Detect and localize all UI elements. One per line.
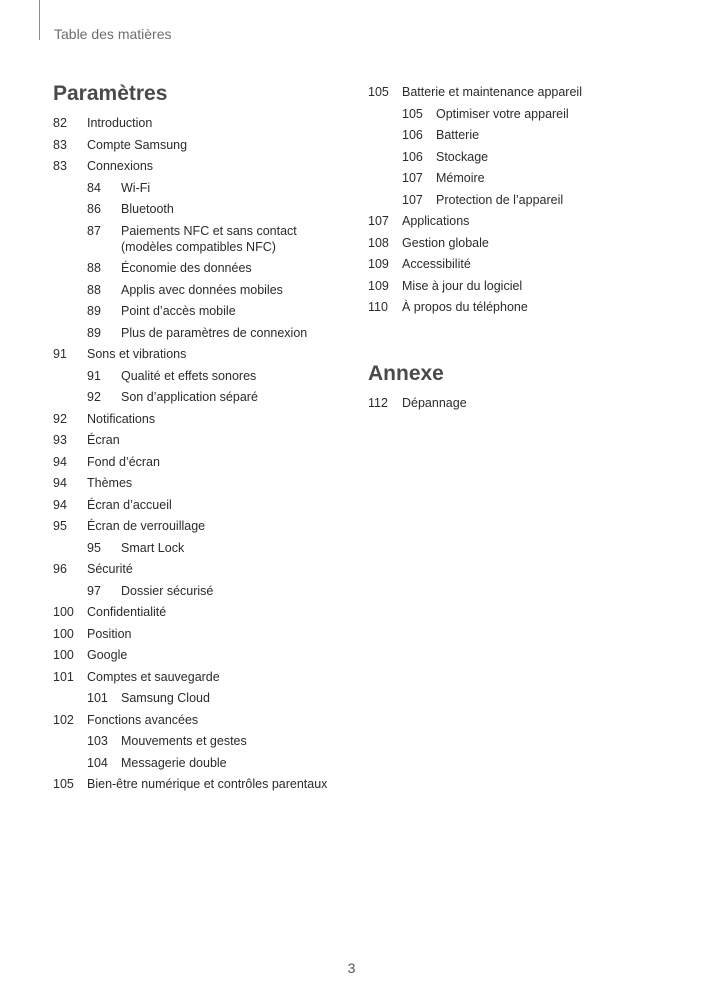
toc-entry[interactable] xyxy=(53,282,283,298)
toc-entry-label xyxy=(87,454,160,470)
toc-entry[interactable] xyxy=(53,201,174,217)
toc-entry-label-line: Batterie xyxy=(436,128,480,142)
toc-page-number: 92 xyxy=(53,411,67,426)
toc-entry[interactable] xyxy=(53,158,153,174)
toc-page-number: 88 xyxy=(87,282,101,297)
toc-page-number: 106 xyxy=(402,149,423,164)
toc-entry-label xyxy=(87,411,155,427)
toc-page-number: 105 xyxy=(368,85,389,99)
toc-entry-label-line: Comptes et sauvegarde xyxy=(87,669,220,684)
toc-entry-label-line: Introduction xyxy=(87,116,153,130)
toc-entry-label xyxy=(87,561,133,577)
toc-entry-label xyxy=(121,260,252,276)
toc-page-number: 97 xyxy=(87,583,101,598)
toc-entry-label xyxy=(87,776,327,792)
toc-entry-label-line: Dépannage xyxy=(402,396,467,410)
toc-entry-label-line: Protection de l’appareil xyxy=(436,192,564,207)
toc-entry-label xyxy=(436,170,485,186)
toc-entry-label-line: Écran xyxy=(87,433,120,447)
toc-entry-label-line: Confidentialité xyxy=(87,605,167,619)
toc-entry[interactable] xyxy=(53,475,132,491)
toc-page-number: 93 xyxy=(53,433,67,447)
toc-entry-label xyxy=(87,604,166,620)
toc-entry[interactable] xyxy=(368,84,582,100)
toc-entry-label xyxy=(87,497,172,513)
toc-entry-label xyxy=(87,346,186,362)
toc-entry[interactable] xyxy=(53,647,127,663)
section-title: Annexe xyxy=(368,362,444,385)
toc-entry-label xyxy=(87,158,153,174)
toc-page-number: 94 xyxy=(53,476,67,490)
header-rule xyxy=(39,0,40,40)
toc-page-number: 110 xyxy=(368,300,388,314)
toc-entry-label xyxy=(436,149,488,165)
toc-entry[interactable] xyxy=(53,776,327,792)
toc-entry-label xyxy=(121,540,184,556)
toc-entry[interactable] xyxy=(53,626,131,642)
toc-entry-label xyxy=(402,278,522,294)
toc-page-number: 84 xyxy=(87,180,101,195)
toc-entry[interactable] xyxy=(53,368,256,384)
toc-page-number: 89 xyxy=(87,325,101,340)
toc-entry-label-line: Notifications xyxy=(87,411,156,426)
toc-entry-label-line: Qualité et effets sonores xyxy=(121,368,257,383)
toc-entry-label-line: Connexions xyxy=(87,159,154,173)
toc-entry-label-line: Stockage xyxy=(436,149,489,164)
toc-page-number: 100 xyxy=(53,605,74,619)
toc-page-number: 95 xyxy=(53,519,67,533)
toc-page-number: 108 xyxy=(368,235,389,250)
toc-entry-label xyxy=(402,256,471,272)
toc-entry-label-line: Mouvements et gestes xyxy=(121,734,247,748)
toc-entry-label xyxy=(121,325,307,341)
toc-entry-label-line: Accessibilité xyxy=(402,257,471,271)
toc-entry[interactable] xyxy=(53,411,155,427)
toc-entry-label xyxy=(402,395,467,411)
toc-page-number: 109 xyxy=(368,278,389,293)
toc-entry-label xyxy=(121,690,210,706)
page-number: 3 xyxy=(347,960,356,976)
toc-entry-label-line: Smart Lock xyxy=(121,540,185,555)
toc-entry[interactable] xyxy=(368,192,563,208)
toc-entry-label-line: Optimiser votre appareil xyxy=(436,106,569,121)
header-title: Table des matières xyxy=(54,26,172,42)
toc-entry[interactable] xyxy=(368,278,522,294)
toc-entry[interactable] xyxy=(53,690,210,706)
toc-entry-label xyxy=(87,626,131,642)
toc-entry-label-line: Paiements NFC et sans contact xyxy=(121,223,297,238)
toc-entry[interactable] xyxy=(53,604,166,620)
toc-entry-label-line: Compte Samsung xyxy=(87,137,188,152)
toc-entry-label xyxy=(87,432,120,448)
toc-entry[interactable] xyxy=(368,256,471,272)
toc-entry-label xyxy=(436,106,569,122)
toc-entry[interactable] xyxy=(53,583,213,599)
toc-page-number: 106 xyxy=(402,128,423,142)
toc-entry-label xyxy=(121,389,258,405)
toc-entry-label-line: Google xyxy=(87,648,128,662)
toc-entry[interactable] xyxy=(53,346,186,362)
toc-entry-label xyxy=(402,84,582,100)
toc-entry[interactable] xyxy=(53,303,236,319)
toc-page-number: 94 xyxy=(53,454,67,469)
toc-page-number: 95 xyxy=(87,540,101,555)
toc-entry[interactable] xyxy=(53,755,227,771)
toc-entry[interactable] xyxy=(53,325,307,341)
toc-entry-label-line: Thèmes xyxy=(87,476,133,490)
toc-page-number: 83 xyxy=(53,137,67,152)
toc-entry-label-line: Sons et vibrations xyxy=(87,347,187,361)
toc-page-number: 89 xyxy=(87,304,101,318)
toc-entry-label-line: Bluetooth xyxy=(121,202,174,216)
toc-entry-label xyxy=(436,127,479,143)
toc-entry[interactable] xyxy=(368,170,485,186)
toc-entry[interactable] xyxy=(53,180,150,196)
toc-page-number: 100 xyxy=(53,648,74,662)
toc-entry-label xyxy=(402,213,469,229)
toc-entry-label xyxy=(121,303,236,319)
toc-entry-label-line: Économie des données xyxy=(121,261,252,275)
toc-entry-label-line: Fond d’écran xyxy=(87,454,160,469)
toc-page-number: 100 xyxy=(53,626,74,641)
toc-page-number: 88 xyxy=(87,261,101,275)
toc-page-number: 102 xyxy=(53,712,74,727)
toc-page-number: 87 xyxy=(87,223,101,238)
toc-entry[interactable] xyxy=(53,518,205,534)
toc-page-number: 83 xyxy=(53,159,67,173)
toc-page-number: 101 xyxy=(53,669,74,684)
toc-entry-label xyxy=(402,299,528,315)
toc-page-number: 112 xyxy=(368,396,388,410)
toc-entry-label-line: Messagerie double xyxy=(121,755,227,770)
toc-entry-label-line: Fonctions avancées xyxy=(87,712,199,727)
toc-entry-label xyxy=(87,647,127,663)
toc-entry-label-line: (modèles compatibles NFC) xyxy=(121,239,276,254)
toc-entry-label-line: À propos du téléphone xyxy=(402,300,528,314)
toc-entry[interactable] xyxy=(368,395,467,411)
toc-page-number: 94 xyxy=(53,497,67,512)
section-title: Paramètres xyxy=(53,82,168,105)
toc-entry-label xyxy=(121,282,283,298)
toc-entry-label xyxy=(121,755,227,771)
toc-page-number: 101 xyxy=(87,691,108,705)
toc-entry-label-line: Applications xyxy=(402,214,470,228)
toc-page-number: 82 xyxy=(53,116,67,130)
toc-page-number: 104 xyxy=(87,755,108,770)
toc-entry-label xyxy=(402,235,489,251)
toc-entry[interactable] xyxy=(53,561,133,577)
toc-entry-label-line: Sécurité xyxy=(87,562,133,576)
toc-entry-label-line: Plus de paramètres de connexion xyxy=(121,325,308,340)
toc-entry-label-line: Mémoire xyxy=(436,171,485,185)
toc-page-number: 105 xyxy=(53,777,74,791)
toc-entry-label-line: Batterie et maintenance appareil xyxy=(402,85,582,99)
toc-entry-label-line: Bien-être numérique et contrôles parentaux xyxy=(87,777,328,791)
toc-entry-label-line: Wi-Fi xyxy=(121,180,151,195)
toc-page-number: 107 xyxy=(368,214,389,228)
toc-entry-label xyxy=(121,368,256,384)
toc-page-number: 96 xyxy=(53,562,67,576)
toc-page-number: 109 xyxy=(368,257,389,271)
toc-entry[interactable] xyxy=(53,733,247,749)
toc-entry-label-line: Mise à jour du logiciel xyxy=(402,278,523,293)
toc-entry[interactable] xyxy=(53,115,152,131)
toc-entry-label xyxy=(121,180,150,196)
toc-entry-label-line: Point d’accès mobile xyxy=(121,304,236,318)
toc-entry-label xyxy=(87,669,220,685)
toc-entry-label xyxy=(87,518,205,534)
toc-entry[interactable] xyxy=(53,223,297,255)
toc-entry-label-line: Écran de verrouillage xyxy=(87,519,206,533)
toc-entry-label xyxy=(87,115,152,131)
toc-entry[interactable] xyxy=(53,712,198,728)
toc-entry-label-line: Gestion globale xyxy=(402,235,489,250)
toc-page-number: 105 xyxy=(402,106,423,121)
toc-entry[interactable] xyxy=(53,389,258,405)
toc-entry-label xyxy=(121,201,174,217)
toc-page-number: 103 xyxy=(87,734,108,748)
toc-page-number: 91 xyxy=(87,368,101,383)
toc-page-number: 91 xyxy=(53,347,67,361)
toc-entry-label xyxy=(87,137,187,153)
toc-entry[interactable] xyxy=(368,127,479,143)
toc-entry-label xyxy=(121,223,297,255)
toc-entry[interactable] xyxy=(368,299,528,315)
toc-entry-label-line: Son d’application séparé xyxy=(121,390,258,404)
toc-entry[interactable] xyxy=(368,213,469,229)
toc-entry[interactable] xyxy=(53,540,184,556)
toc-page-number: 86 xyxy=(87,202,101,216)
toc-entry[interactable] xyxy=(53,137,187,153)
toc-entry[interactable] xyxy=(53,454,160,470)
toc-entry-label-line: Position xyxy=(87,626,132,641)
toc-page-number: 107 xyxy=(402,171,423,185)
toc-entry[interactable] xyxy=(53,669,220,685)
toc-page-number: 92 xyxy=(87,390,101,404)
toc-entry[interactable] xyxy=(53,432,120,448)
toc-entry-label-line: Samsung Cloud xyxy=(121,691,210,705)
toc-entry[interactable] xyxy=(368,235,489,251)
toc-entry-label xyxy=(121,733,247,749)
toc-entry[interactable] xyxy=(53,260,252,276)
toc-entry-label xyxy=(436,192,563,208)
toc-entry[interactable] xyxy=(53,497,172,513)
toc-entry[interactable] xyxy=(368,106,569,122)
toc-entry-label xyxy=(87,475,132,491)
toc-page-number: 107 xyxy=(402,192,423,207)
toc-entry-label xyxy=(87,712,198,728)
toc-entry-label-line: Applis avec données mobiles xyxy=(121,282,283,297)
toc-entry-label-line: Dossier sécurisé xyxy=(121,583,214,598)
toc-entry[interactable] xyxy=(368,149,488,165)
toc-entry-label-line: Écran d’accueil xyxy=(87,497,172,512)
toc-entry-label xyxy=(121,583,213,599)
